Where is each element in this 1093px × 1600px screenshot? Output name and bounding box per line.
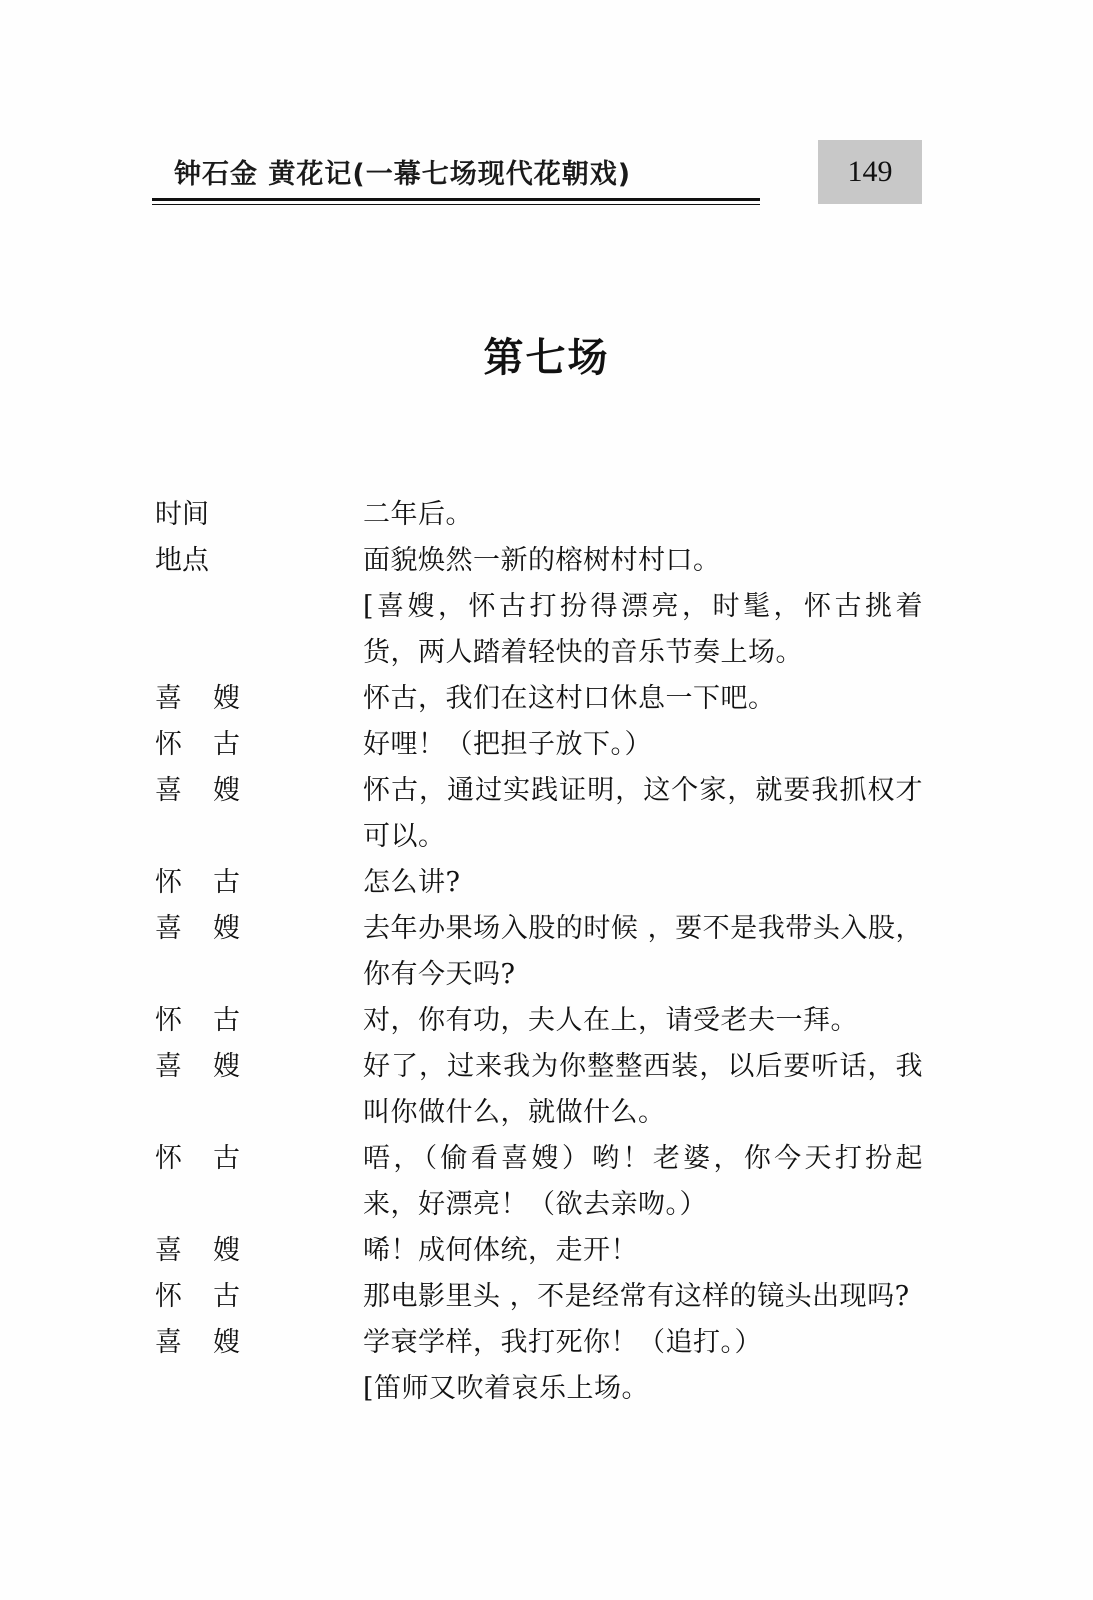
speaker-char: 喜	[155, 913, 182, 944]
speaker-char: 古	[213, 867, 240, 898]
speech-text: 学衰学样，我打死你！（追打。）	[363, 1327, 762, 1358]
speech-text: 怎么讲?	[363, 867, 461, 898]
dialogue-line	[155, 722, 935, 768]
speaker-label	[155, 722, 363, 768]
speech-text: 面貌焕然一新的榕树村村口。	[363, 545, 721, 576]
dialogue-line	[155, 676, 935, 722]
speaker-char: 喜	[155, 1235, 182, 1266]
speaker-char: 嫂	[213, 775, 240, 806]
page-number-box	[818, 140, 922, 204]
speaker-label: 地点	[155, 545, 209, 576]
dialogue-line	[155, 768, 935, 860]
speech-text: 怀古，通过实践证明，这个家，就要我抓权才可以。	[363, 775, 923, 852]
speaker-label	[155, 1136, 363, 1182]
stage-direction-text: [笛师又吹着哀乐上场。	[363, 1373, 650, 1404]
speaker-char: 怀	[155, 1005, 182, 1036]
speaker-char: 嫂	[213, 913, 240, 944]
speech-text: 好了，过来我为你整整西装，以后要听话，我叫你做什么，就做什么。	[363, 1051, 923, 1128]
dialogue-line	[155, 538, 935, 584]
header-rule-thick	[152, 198, 760, 201]
script-body	[155, 492, 935, 1412]
speaker-char: 嫂	[213, 1235, 240, 1266]
stage-direction-text: [喜嫂，怀古打扮得漂亮，时髦，怀古挑着货，两人踏着轻快的音乐节奏上场。	[363, 591, 923, 668]
speech-text: 去年办果场入股的时候 ，要不是我带头入股，你有今天吗?	[363, 913, 923, 990]
speaker-label	[155, 860, 363, 906]
speaker-label	[155, 998, 363, 1044]
speaker-label	[155, 1320, 363, 1366]
dialogue-line	[155, 1044, 935, 1136]
dialogue-line	[155, 1228, 935, 1274]
stage-direction-line	[155, 1366, 935, 1412]
speaker-char: 喜	[155, 775, 182, 806]
speaker-char: 古	[213, 1143, 240, 1174]
speech-text: 怀古，我们在这村口休息一下吧。	[363, 683, 776, 714]
speaker-label	[155, 1274, 363, 1320]
speech-text: 对，你有功，夫人在上，请受老夫一拜。	[363, 1005, 858, 1036]
dialogue-line	[155, 1320, 935, 1366]
speaker-char: 喜	[155, 1051, 182, 1082]
speech-text: 唔，（偷看喜嫂）哟！老婆，你今天打扮起来，好漂亮！（欲去亲吻。）	[363, 1143, 923, 1220]
speaker-char: 怀	[155, 1281, 182, 1312]
speaker-label	[155, 1044, 363, 1090]
dialogue-line	[155, 860, 935, 906]
speaker-label: 时间	[155, 499, 209, 530]
speaker-char: 怀	[155, 1143, 182, 1174]
dialogue-line	[155, 492, 935, 538]
running-header	[152, 148, 762, 208]
speaker-char: 古	[213, 1281, 240, 1312]
speaker-char: 古	[213, 1005, 240, 1036]
speaker-label	[155, 1228, 363, 1274]
speaker-char: 喜	[155, 683, 182, 714]
dialogue-line	[155, 1136, 935, 1228]
speech-text: 二年后。	[363, 499, 473, 530]
dialogue-line	[155, 998, 935, 1044]
speaker-char: 古	[213, 729, 240, 760]
speech-text: 唏！成何体统，走开！	[363, 1235, 638, 1266]
speaker-char: 怀	[155, 729, 182, 760]
dialogue-line	[155, 906, 935, 998]
speaker-label	[155, 676, 363, 722]
scene-title: 第七场	[483, 334, 610, 381]
speaker-char: 嫂	[213, 1327, 240, 1358]
speaker-char: 喜	[155, 1327, 182, 1358]
header-rule-thin	[152, 204, 760, 205]
speech-text: 那电影里头 ，不是经常有这样的镜头出现吗?	[363, 1281, 910, 1312]
stage-direction-line	[155, 584, 935, 676]
page-number: 149	[847, 155, 893, 188]
speaker-label	[155, 906, 363, 952]
speaker-char: 怀	[155, 867, 182, 898]
speaker-label	[155, 768, 363, 814]
running-title: 钟石金 黄花记(一幕七场现代花朝戏)	[174, 159, 632, 190]
speaker-char: 嫂	[213, 1051, 240, 1082]
speaker-char: 嫂	[213, 683, 240, 714]
dialogue-line	[155, 1274, 935, 1320]
speech-text: 好哩！（把担子放下。）	[363, 729, 652, 760]
